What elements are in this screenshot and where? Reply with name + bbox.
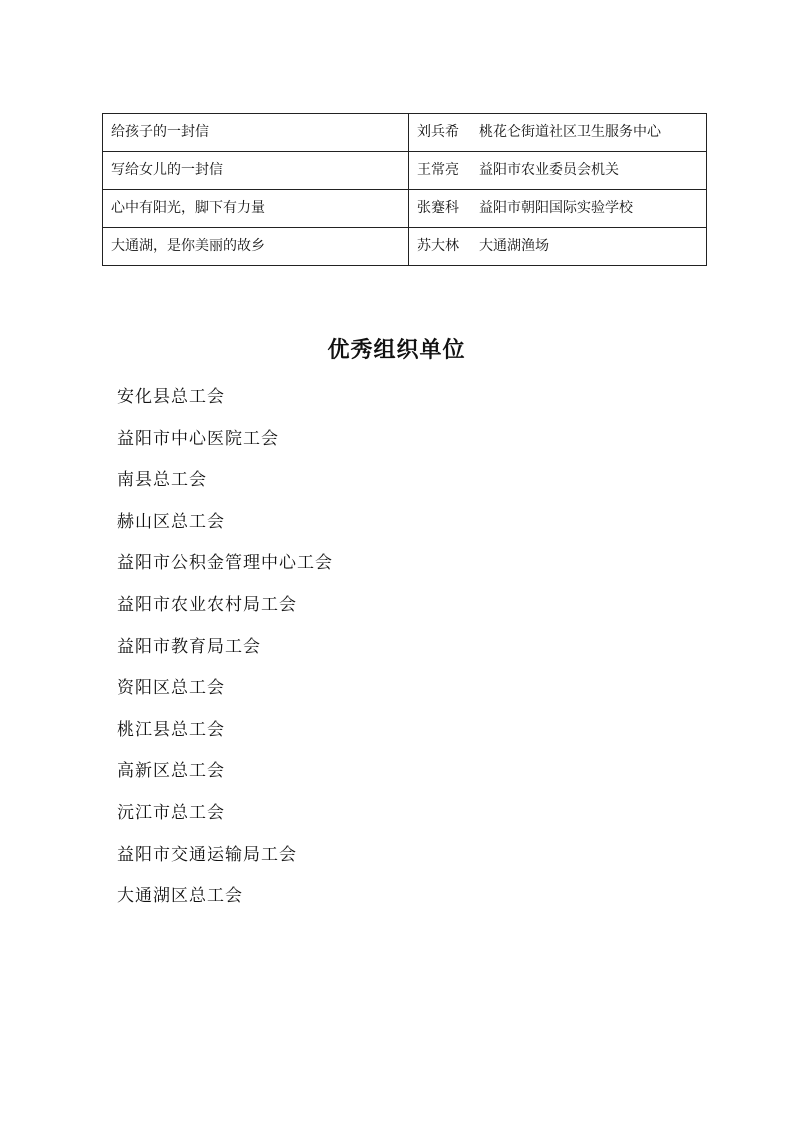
list-item: 赫山区总工会 xyxy=(117,511,225,532)
author-name: 王常亮 xyxy=(417,162,459,178)
author-unit-cell xyxy=(409,114,707,152)
author-unit-cell xyxy=(409,152,707,190)
author-unit-cell xyxy=(409,190,707,228)
table-row xyxy=(103,228,707,266)
list-item: 益阳市交通运输局工会 xyxy=(117,844,297,865)
list-item: 大通湖区总工会 xyxy=(117,886,243,907)
author-unit: 桃花仑街道社区卫生服务中心 xyxy=(479,124,661,140)
section-title: 优秀组织单位 xyxy=(327,337,466,363)
author-name: 苏大林 xyxy=(417,238,459,254)
work-title-cell: 写给女儿的一封信 xyxy=(103,152,409,190)
author-unit: 大通湖渔场 xyxy=(479,238,549,254)
table-row xyxy=(103,152,707,190)
list-item: 资阳区总工会 xyxy=(117,678,225,699)
author-name: 刘兵希 xyxy=(417,124,459,140)
table-row xyxy=(103,190,707,228)
author-name: 张蹇科 xyxy=(417,200,459,216)
list-item: 益阳市农业农村局工会 xyxy=(117,594,297,615)
work-title-cell: 大通湖，是你美丽的故乡 xyxy=(103,228,409,266)
list-item: 安化县总工会 xyxy=(117,387,225,407)
list-item: 南县总工会 xyxy=(117,470,207,491)
table-row xyxy=(103,114,707,152)
award-table xyxy=(102,113,707,266)
organization-list xyxy=(117,377,333,918)
list-item: 桃江县总工会 xyxy=(117,719,225,740)
author-unit-cell xyxy=(409,228,707,266)
list-item: 益阳市中心医院工会 xyxy=(117,428,279,449)
work-title-cell: 给孩子的一封信 xyxy=(103,114,409,152)
list-item: 益阳市公积金管理中心工会 xyxy=(117,553,333,574)
work-title-cell: 心中有阳光，脚下有力量 xyxy=(103,190,409,228)
list-item: 沅江市总工会 xyxy=(117,802,225,823)
author-unit: 益阳市农业委员会机关 xyxy=(479,162,619,178)
list-item: 高新区总工会 xyxy=(117,761,225,782)
list-item: 益阳市教育局工会 xyxy=(117,636,261,657)
author-unit: 益阳市朝阳国际实验学校 xyxy=(479,200,633,216)
